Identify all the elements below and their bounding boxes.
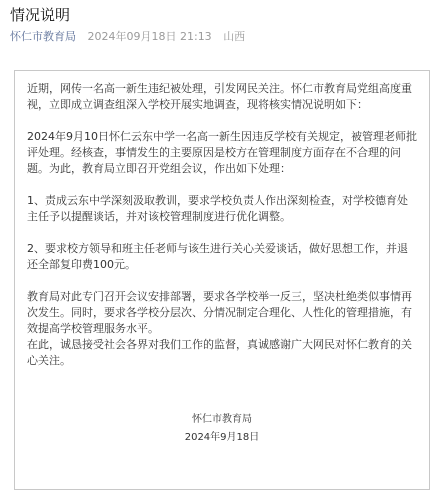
statement-paragraph-findings: 2024年9月10日怀仁云东中学一名高一新生因违反学校有关规定，被管理老师批评处理。经核查，事情发生的主要原因是校方在管理制度方面存在不合理的问题。为此，教育局立即召开党组会议，作出如下处理： bbox=[27, 130, 417, 175]
signature-date: 2024年9月18日 bbox=[184, 432, 260, 443]
publish-time: 2024年09月18日 21:13 bbox=[87, 30, 212, 43]
statement-paragraph-measure-1: 1、责成云东中学深刻汲取教训，要求学校负责人作出深刻检查，对学校德育处主任予以提醒谈话，并对该校管理制度进行优化调整。 bbox=[27, 194, 408, 223]
signature-block bbox=[15, 411, 429, 447]
statement-document bbox=[14, 70, 430, 490]
publish-location: 山西 bbox=[223, 30, 246, 43]
statement-paragraph-closing: 在此，诚恳接受社会各界对我们工作的监督，真诚感谢广大网民对怀仁教育的关心关注。 bbox=[27, 338, 412, 367]
statement-paragraph-intro: 近期，网传一名高一新生违纪被处理，引发网民关注。怀仁市教育局党组高度重视，立即成立调查组深入学校开展实地调查，现将核实情况说明如下： bbox=[27, 82, 412, 111]
signature-organization: 怀仁市教育局 bbox=[192, 414, 252, 425]
article-title: 情况说明 bbox=[10, 6, 71, 24]
article-meta bbox=[10, 30, 245, 44]
statement-paragraph-measure-2: 2、要求校方领导和班主任老师与该生进行关心关爱谈话，做好思想工作，并退还全部复印费100元。 bbox=[27, 242, 408, 271]
account-name-link[interactable]: 怀仁市教育局 bbox=[10, 30, 76, 43]
statement-paragraph-followup: 教育局对此专门召开会议安排部署，要求各学校举一反三，坚决杜绝类似事情再次发生。同时，要求各学校分层次、分情况制定合理化、人性化的管理措施，有效提高学校管理服务水平。 bbox=[27, 290, 412, 335]
